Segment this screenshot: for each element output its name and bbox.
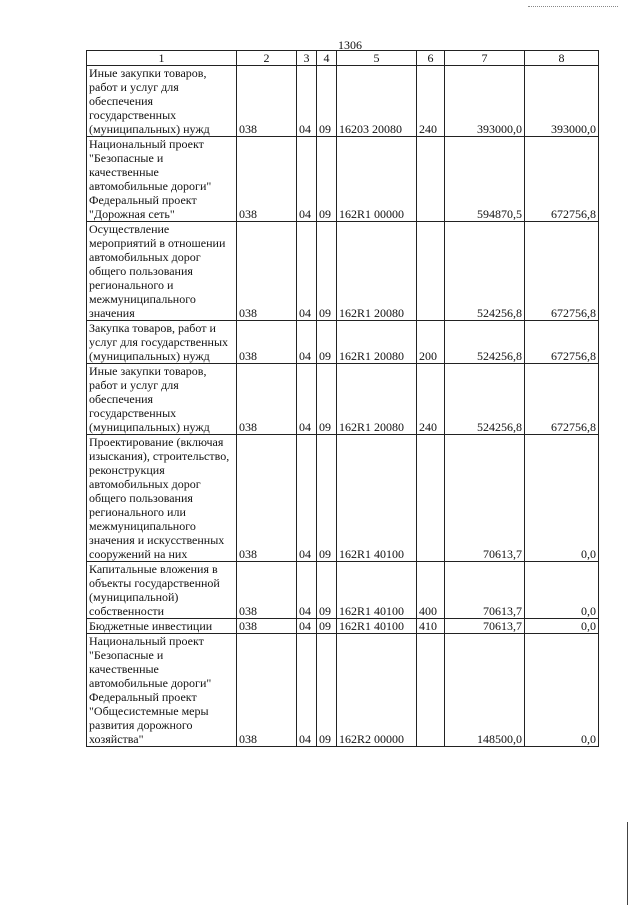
code-cell: 038 <box>237 364 297 435</box>
subsection-cell: 09 <box>317 634 337 747</box>
table-row <box>87 66 599 137</box>
column-header: 7 <box>445 51 525 66</box>
row-name: Капитальные вложения в объекты государственной (муниципальной) собственности <box>89 562 220 618</box>
value7-cell: 70613,7 <box>445 619 525 634</box>
subsection-cell: 09 <box>317 66 337 137</box>
subsection-cell: 09 <box>317 435 337 562</box>
scan-artifact-mark <box>528 6 618 8</box>
value7-cell: 524256,8 <box>445 364 525 435</box>
row-name-cell <box>87 619 237 634</box>
row-name-cell <box>87 562 237 619</box>
value7-cell: 393000,0 <box>445 66 525 137</box>
value7-cell: 594870,5 <box>445 137 525 222</box>
table-row <box>87 222 599 321</box>
target-code-cell: 162R1 20080 <box>337 364 417 435</box>
subsection-cell: 09 <box>317 137 337 222</box>
table-header-row <box>87 51 599 66</box>
row-name: Проектирование (включая изыскания), строительство, реконструкция автомобильных дорог общего пользования регионального или межмуниципального значения и искусственных сооружений на них <box>89 435 230 561</box>
row-name-cell <box>87 634 237 747</box>
code-cell: 038 <box>237 321 297 364</box>
value8-cell: 0,0 <box>525 435 599 562</box>
row-name-cell <box>87 364 237 435</box>
row-name: Закупка товаров, работ и услуг для государственных (муниципальных) нужд <box>89 321 229 363</box>
subsection-cell: 09 <box>317 619 337 634</box>
column-header: 5 <box>337 51 417 66</box>
value8-cell: 0,0 <box>525 634 599 747</box>
expense-type-cell <box>417 435 445 562</box>
code-cell: 038 <box>237 222 297 321</box>
code-cell: 038 <box>237 562 297 619</box>
expense-type-cell: 240 <box>417 66 445 137</box>
row-name: Иные закупки товаров, работ и услуг для обеспечения государственных (муниципальных) нужд <box>89 66 210 136</box>
value8-cell: 672756,8 <box>525 137 599 222</box>
value8-cell: 393000,0 <box>525 66 599 137</box>
expense-type-cell <box>417 222 445 321</box>
value8-cell: 672756,8 <box>525 222 599 321</box>
subsection-cell: 09 <box>317 321 337 364</box>
row-name: Национальный проект "Безопасные и качественные автомобильные дороги" Федеральный проект "Дорожная сеть" <box>89 137 212 221</box>
expense-type-cell: 240 <box>417 364 445 435</box>
table-row <box>87 562 599 619</box>
target-code-cell: 162R1 40100 <box>337 619 417 634</box>
row-name-cell <box>87 137 237 222</box>
table-row <box>87 321 599 364</box>
table-row <box>87 619 599 634</box>
column-header: 2 <box>237 51 297 66</box>
column-header: 1 <box>87 51 237 66</box>
expense-type-cell <box>417 137 445 222</box>
code-cell: 038 <box>237 435 297 562</box>
value8-cell: 0,0 <box>525 619 599 634</box>
section-cell: 04 <box>297 364 317 435</box>
value8-cell: 0,0 <box>525 562 599 619</box>
value7-cell: 70613,7 <box>445 435 525 562</box>
section-cell: 04 <box>297 619 317 634</box>
row-name-cell <box>87 435 237 562</box>
code-cell: 038 <box>237 137 297 222</box>
expense-type-cell <box>417 634 445 747</box>
expense-type-cell: 410 <box>417 619 445 634</box>
target-code-cell: 162R1 20080 <box>337 222 417 321</box>
row-name-cell <box>87 321 237 364</box>
budget-table <box>86 50 599 747</box>
row-name: Иные закупки товаров, работ и услуг для обеспечения государственных (муниципальных) нужд <box>89 364 210 434</box>
column-header: 4 <box>317 51 337 66</box>
section-cell: 04 <box>297 634 317 747</box>
table-row <box>87 435 599 562</box>
row-name-cell <box>87 66 237 137</box>
row-name: Бюджетные инвестиции <box>89 619 213 633</box>
column-header: 8 <box>525 51 599 66</box>
target-code-cell: 162R1 00000 <box>337 137 417 222</box>
target-code-cell: 16203 20080 <box>337 66 417 137</box>
row-name-cell <box>87 222 237 321</box>
section-cell: 04 <box>297 435 317 562</box>
value7-cell: 70613,7 <box>445 562 525 619</box>
expense-type-cell: 400 <box>417 562 445 619</box>
expense-type-cell: 200 <box>417 321 445 364</box>
table-row <box>87 364 599 435</box>
value7-cell: 524256,8 <box>445 321 525 364</box>
row-name: Национальный проект "Безопасные и качественные автомобильные дороги" Федеральный проект "Общесистемные меры развития дорожного хозяйства" <box>89 634 212 746</box>
section-cell: 04 <box>297 562 317 619</box>
value8-cell: 672756,8 <box>525 321 599 364</box>
target-code-cell: 162R1 20080 <box>337 321 417 364</box>
table-row <box>87 634 599 747</box>
target-code-cell: 162R2 00000 <box>337 634 417 747</box>
table-row <box>87 137 599 222</box>
value7-cell: 148500,0 <box>445 634 525 747</box>
section-cell: 04 <box>297 66 317 137</box>
section-cell: 04 <box>297 137 317 222</box>
column-header: 3 <box>297 51 317 66</box>
row-name: Осуществление мероприятий в отношении автомобильных дорог общего пользования регионального и межмуниципального значения <box>89 222 226 320</box>
target-code-cell: 162R1 40100 <box>337 435 417 562</box>
subsection-cell: 09 <box>317 562 337 619</box>
subsection-cell: 09 <box>317 364 337 435</box>
subsection-cell: 09 <box>317 222 337 321</box>
column-header: 6 <box>417 51 445 66</box>
section-cell: 04 <box>297 222 317 321</box>
code-cell: 038 <box>237 66 297 137</box>
section-cell: 04 <box>297 321 317 364</box>
page-number: 1306 <box>338 38 362 52</box>
code-cell: 038 <box>237 634 297 747</box>
code-cell: 038 <box>237 619 297 634</box>
value7-cell: 524256,8 <box>445 222 525 321</box>
value8-cell: 672756,8 <box>525 364 599 435</box>
target-code-cell: 162R1 40100 <box>337 562 417 619</box>
binding-edge-line <box>627 822 628 905</box>
